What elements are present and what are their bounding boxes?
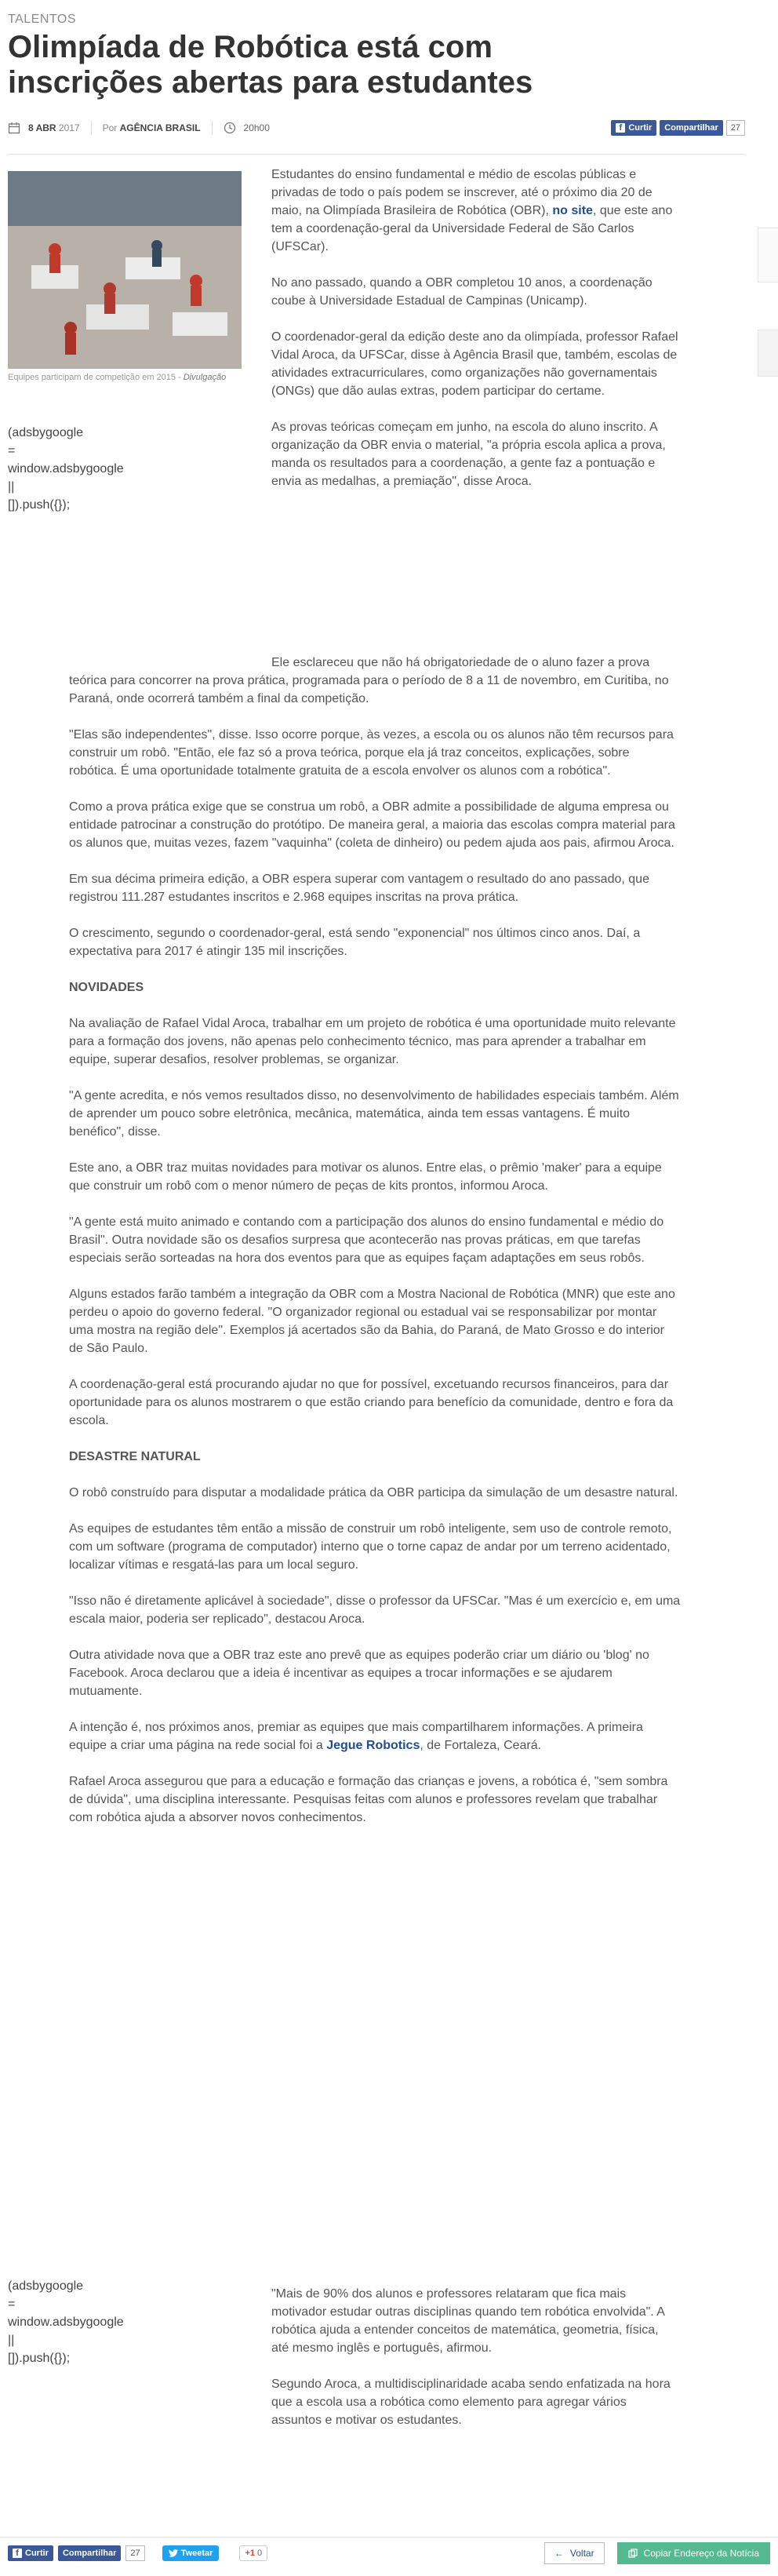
paragraph: "Isso não é diretamente aplicável à sociedade", disse o professor da UFSCar. "Mas é um exercício e, em uma escala maior, poderia ser replicado", destacou Aroca. <box>69 1594 681 1626</box>
paragraph-text: , de Fortaleza, Ceará. <box>420 1739 542 1752</box>
twitter-icon <box>169 2549 178 2557</box>
like-label: Curtir <box>628 123 653 133</box>
gplus-count: 0 <box>256 2548 263 2558</box>
paragraph: "A gente acredita, e nós vemos resultados disso, no desenvolvimento de habilidades especiais também. Além de aprender um pouco sobre eletrônica, mecânica, matemática, ainda tem essas vantagens. É muito benéfico", disse. <box>69 1089 679 1139</box>
paragraph: Ele esclareceu que não há obrigatoriedade de o aluno fazer a prova teórica para concorrer na prova prática, programada para o período de 8 a 11 de novembro, em Curitiba, no Paraná, onde ocorrerá também a final da competição. <box>69 656 669 705</box>
gplus-button[interactable] <box>239 2545 267 2561</box>
section-heading: DESASTRE NATURAL <box>69 1450 201 1463</box>
paragraph: Outra atividade nova que a OBR traz este ano prevê que as equipes poderão criar um diário ou 'blog' no Facebook. Aroca declarou que a ideia é incentivar as equipes a trocar informações e se ajudarem mutuamente. <box>69 1649 649 1698</box>
side-tab[interactable] <box>758 228 778 282</box>
arrow-left-icon: ← <box>554 2547 564 2559</box>
back-label: Voltar <box>569 2547 594 2559</box>
tweet-button[interactable] <box>162 2545 220 2561</box>
paragraph <box>69 1718 681 1754</box>
article-body-bottom <box>271 2285 679 2447</box>
paragraph: Como a prova prática exige que se construa um robô, a OBR admite a possibilidade de alguma empresa ou entidade patrocinar a construção do protótipo. De maneira geral, a maioria das escolas compra material para os alunos que, muitas vezes, fazem "vaquinha" (coleta de dinheiro) ou pedem ajuda aos pais, afirmou Aroca. <box>69 800 675 850</box>
source-name: AGÊNCIA BRASIL <box>119 122 201 133</box>
facebook-like-button[interactable] <box>611 120 656 136</box>
paragraph <box>271 166 679 256</box>
section-heading: NOVIDADES <box>69 981 144 994</box>
side-tab[interactable] <box>758 330 778 377</box>
article-meta <box>8 118 745 138</box>
photo-caption <box>8 372 242 383</box>
date-year: 2017 <box>58 122 80 133</box>
copy-icon <box>628 2549 638 2558</box>
article-body-main <box>69 654 681 1845</box>
facebook-icon: f <box>616 123 625 133</box>
paragraph: No ano passado, quando a OBR completou 10 anos, a coordenação coube à Universidade Estadual de Campinas (Unicamp). <box>271 276 653 308</box>
paragraph: As provas teóricas começam em junho, na escola do aluno inscrito. A organização da OBR envia o material, "a própria escola aplica a prova, manda os resultados para a coordenação, a gente faz a pontuação e envia as medalhas, a premiação", disse Aroca. <box>271 421 666 488</box>
clock-icon <box>224 122 236 134</box>
ad-script-text: (adsbygoogle = window.adsbygoogle || []).push({}); <box>8 426 124 512</box>
paragraph: O coordenador-geral da edição deste ano da olimpíada, professor Rafael Vidal Aroca, da UFSCar, disse à Agência Brasil que, também, escolas de atividades extracurriculares, como organizações não governamentais (ONGs) que dão aulas extras, podem participar do certame. <box>271 330 678 398</box>
share-count: 27 <box>726 120 745 136</box>
paragraph: "Mais de 90% dos alunos e professores relataram que fica mais motivador estudar outras disciplinas quando tem robótica envolvida". A robótica ajuda a entender conceitos de matemática, geometria, física, até mesmo inglês e português, afirmou. <box>271 2287 665 2355</box>
share-bar-top <box>611 120 745 136</box>
copy-label: Copiar Endereço da Notícia <box>643 2547 759 2559</box>
paragraph: Segundo Aroca, a multidisciplinaridade acaba sendo enfatizada na hora que a escola usa a robótica como elemento para agregar vários assuntos e motivar os estudantes. <box>271 2377 671 2427</box>
paragraph: Em sua décima primeira edição, a OBR espera superar com vantagem o resultado do ano passado, que registrou 111.287 estudantes inscritos e 2.968 equipes inscritas na prova prática. <box>69 873 649 904</box>
paragraph: "A gente está muito animado e contando com a participação dos alunos do ensino fundamental e médio do Brasil". Outra novidade são os desafios surpresa que acontecerão nas provas práticas, em que tarefas especiais serão sorteadas na hora dos eventos para que as equipes façam adaptações em seus robôs. <box>69 1215 664 1265</box>
like-label: Curtir <box>25 2548 49 2558</box>
article-photo[interactable] <box>8 171 242 369</box>
ad-script-text: (adsbygoogle = window.adsbygoogle || []).push({}); <box>8 2279 124 2365</box>
share-bar-bottom <box>0 2537 778 2568</box>
facebook-icon: f <box>13 2549 22 2558</box>
facebook-share-button[interactable]: Compartilhar <box>58 2545 121 2561</box>
paragraph-text: Estudantes do ensino fundamental e médio de escolas públicas e privadas de todo o país podem se inscrever, até o próximo dia 20 de maio, na Olimpíada Brasileira de Robótica (OBR), <box>271 168 653 217</box>
paragraph-text: A intenção é, nos próximos anos, premiar as equipes que mais compartilharem informações. A primeira equipe a criar uma página na rede social foi a <box>69 1721 643 1752</box>
meta-divider <box>91 121 92 135</box>
section-label[interactable]: TALENTOS <box>8 13 76 26</box>
calendar-icon <box>8 122 20 134</box>
paragraph: O crescimento, segundo o coordenador-geral, está sendo "exponencial" nos últimos cinco anos. Daí, a expectativa para 2017 é atingir 135 mil inscrições. <box>69 927 641 958</box>
site-link[interactable]: no site <box>552 204 593 217</box>
caption-text: Equipes participam de competição em 2015 - <box>8 373 184 382</box>
source-prefix: Por <box>102 122 118 133</box>
date-day: 8 ABR <box>28 122 56 133</box>
paragraph: Na avaliação de Rafael Vidal Aroca, trabalhar em um projeto de robótica é uma oportunidade muito relevante para a formação dos jovens, não apenas pelo conhecimento técnico, mas para aprender a trabalhar em equipe, superar desafios, resolver problemas, se organizar. <box>69 1017 676 1066</box>
meta-divider <box>212 121 213 135</box>
paragraph: A coordenação-geral está procurando ajudar no que for possível, excetuando recursos financeiros, para dar oportunidade para os alunos mostrarem o que estão criando para benefício da comunidade, dentro e fora da escola. <box>69 1378 674 1427</box>
paragraph: Rafael Aroca assegurou que para a educação e formação das crianças e jovens, a robótica é, "sem sombra de dúvida", uma disciplina interessante. Pesquisas feitas com alunos e professores revelam que trabalhar com robótica ajuda a absorver novos conhecimentos. <box>69 1775 668 1824</box>
facebook-share-button[interactable]: Compartilhar <box>660 120 722 136</box>
paragraph: Alguns estados farão também a integração da OBR com a Mostra Nacional de Robótica (MNR) que este ano perdeu o apoio do governo federal. "O organizador regional ou estadual vai se responsabilizar por montar uma mostra na região dele". Exemplos já acertados são da Bahia, do Paraná, de Mato Grosso e do interior de São Paulo. <box>69 1288 675 1355</box>
gplus-label: +1 <box>245 2548 255 2558</box>
facebook-like-button[interactable] <box>8 2545 53 2561</box>
jegue-robotics-link[interactable]: Jegue Robotics <box>326 1739 420 1752</box>
page-title: Olimpíada de Robótica está com inscrições abertas para estudantes <box>8 30 533 100</box>
paragraph: As equipes de estudantes têm então a missão de construir um robô inteligente, sem uso de controle remoto, com um software (programa de computador) interno que o torne capaz de andar por um terreno acidentado, localizar vítimas e resgatá-las para um local seguro. <box>69 1522 672 1572</box>
back-button[interactable] <box>544 2542 605 2564</box>
paragraph: Este ano, a OBR traz muitas novidades para motivar os alunos. Entre elas, o prêmio 'maker' para a equipe que construir um robô com o menor número de peças de kits prontos, informou Aroca. <box>69 1161 662 1193</box>
paragraph-text: , que este ano tem a coordenação-geral da Universidade Federal de São Carlos (UFSCar). <box>271 204 673 253</box>
article-date <box>28 122 80 133</box>
paragraph: O robô construído para disputar a modalidade prática da OBR participa da simulação de um desastre natural. <box>69 1486 678 1499</box>
share-count: 27 <box>125 2545 144 2561</box>
caption-credit: Divulgação <box>183 373 227 382</box>
paragraph: "Elas são independentes", disse. Isso ocorre porque, às vezes, a escola ou os alunos não têm recursos para construir um robô. "Então, ele faz só a prova teórica, porque ela já traz conceitos, explicações, sobre robótica. É uma oportunidade totalmente gratuita de a escola envolver os alunos com a robótica". <box>69 728 674 778</box>
article-body-top <box>271 166 679 508</box>
article-source <box>103 122 201 133</box>
tweet-label: Tweetar <box>180 2548 213 2558</box>
divider <box>8 154 745 155</box>
article-time: 20h00 <box>243 122 270 133</box>
copy-url-button[interactable] <box>617 2542 770 2564</box>
